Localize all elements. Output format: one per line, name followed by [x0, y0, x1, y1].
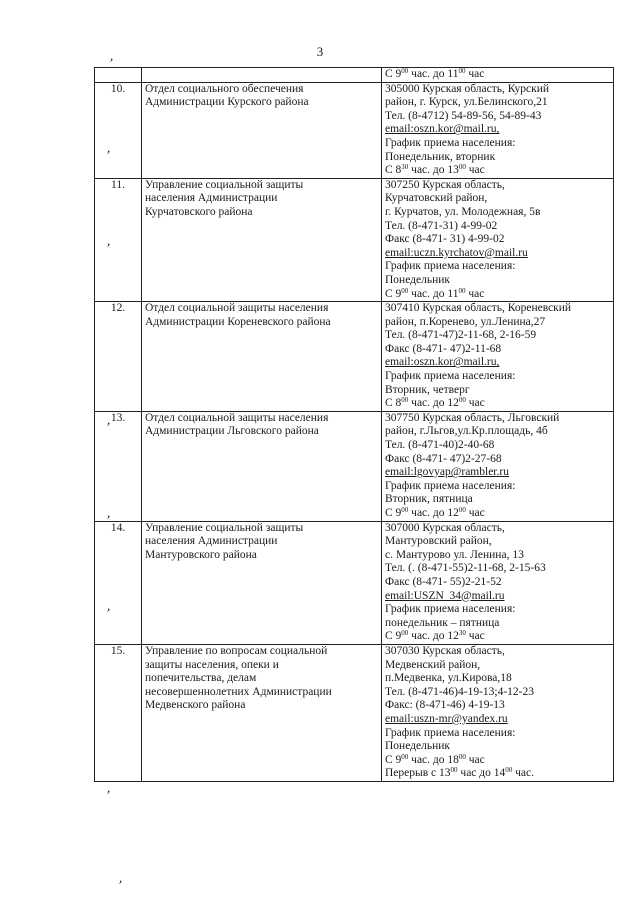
office-name-cell [142, 178, 382, 301]
office-name-line: Отдел социального обеспечения [145, 82, 304, 95]
row-number: 14. [95, 521, 142, 644]
reception-hours-to-sup: 00 [458, 163, 466, 172]
fax-line: Факс (8-471- 47)2-27-68 [385, 452, 502, 465]
reception-hours-from-sup: 00 [401, 396, 409, 405]
fax-line: Факс (8-471- 31) 4-99-02 [385, 233, 505, 246]
address-line: 307030 Курская область, [385, 644, 505, 657]
continuation-num-cell [95, 68, 142, 83]
office-contact-cell [382, 521, 614, 644]
schedule-label: График приема населения: [385, 726, 516, 739]
office-name-line: населения Администрации [145, 535, 278, 548]
reception-hours-from: 9 [395, 507, 402, 519]
scan-mark: , [109, 47, 117, 64]
reception-hours-to: 12 [447, 630, 459, 643]
address-line: район, г. Курск, ул.Белинского,21 [385, 96, 548, 109]
table-row [95, 178, 614, 301]
page-number: 3 [316, 44, 324, 59]
address-line: район, г.Льгов,ул.Кр.площадь, 4б [385, 425, 548, 438]
break-hours-to-sup: 00 [505, 766, 513, 775]
address-line: п.Медвенка, ул.Кирова,18 [385, 672, 512, 685]
email-link: email:uszn-mr@yandex.ru [385, 712, 508, 725]
office-contact-cell [382, 411, 614, 521]
table-row [95, 644, 614, 781]
scan-mark: , [106, 779, 114, 796]
fax-line: Факс: (8-471-46) 4-19-13 [385, 699, 505, 712]
reception-hours-from-sup: 00 [401, 629, 409, 638]
break-hours-from-sup: 00 [450, 766, 458, 775]
continuation-row [95, 68, 614, 83]
address-line: 307000 Курская область, [385, 521, 505, 534]
reception-hours: С $9^{00}$ час. до $12^{30}$ час [385, 629, 485, 643]
office-name-line: несовершеннолетних Администрации [145, 685, 332, 698]
reception-hours-from-sup: 00 [401, 286, 409, 295]
reception-days: понедельник – пятница [385, 616, 500, 629]
reception-hours: С $9^{00}$ час. до $12^{00}$ час [385, 506, 485, 519]
reception-hours-to-sup: 00 [458, 396, 466, 405]
fax-line: Факс (8-471- 47)2-11-68 [385, 342, 502, 355]
scan-mark: , [106, 411, 114, 428]
row-number: 12. [95, 302, 142, 412]
address-line: с. Мантурово ул. Ленина, 13 [385, 548, 524, 561]
office-contact-cell [382, 178, 614, 301]
scan-mark: , [106, 504, 114, 521]
reception-days: Понедельник, вторник [385, 150, 496, 163]
phone-line: Тел. (8-471-40)2-40-68 [385, 439, 495, 452]
address-line: г. Курчатов, ул. Молодежная, 5в [385, 205, 541, 218]
offices-table-body [95, 68, 614, 782]
break-hours-to: 14 [493, 767, 506, 780]
phone-line: Тел. (8-471-47)2-11-68, 2-16-59 [385, 329, 537, 342]
email-link: email:oszn.kor@mail.ru, [385, 356, 500, 369]
reception-hours-from-sup: 00 [401, 752, 409, 761]
reception-hours-to: 12 [447, 397, 459, 410]
table-row [95, 521, 614, 644]
continuation-hours: С $9^{00}$ час. до $11^{00}$ час [385, 67, 485, 80]
office-contact-cell [382, 302, 614, 412]
office-name-cell [142, 82, 382, 178]
reception-hours-to-sup: 00 [458, 752, 466, 761]
office-contact-cell [382, 644, 614, 781]
scan-mark: , [106, 232, 114, 249]
continuation-name-cell [142, 68, 382, 83]
reception-days: Понедельник [385, 740, 450, 753]
email-link: email:oszn.kor@mail.ru, [385, 123, 500, 136]
fax-line: Факс (8-471- 55)2-21-52 [385, 575, 502, 588]
schedule-label: График приема населения: [385, 603, 516, 616]
address-line: Курчатовский район, [385, 192, 488, 205]
phone-line: Тел. (. (8-471-55)2-11-68, 2-15-63 [385, 562, 546, 575]
scan-mark: , [118, 869, 126, 886]
reception-hours-to-sup: 00 [458, 506, 466, 514]
office-name-cell [142, 644, 382, 781]
reception-hours-to: 13 [447, 164, 459, 177]
office-name-line: населения Администрации [145, 192, 278, 205]
schedule-label: График приема населения: [385, 370, 516, 383]
schedule-label: График приема населения: [385, 260, 516, 273]
office-name-cell [142, 411, 382, 521]
email-link: email:USZN_34@mail.ru [385, 589, 505, 602]
offices-table [94, 67, 614, 782]
reception-hours: С $8^{00}$ час. до $12^{00}$ час [385, 396, 485, 410]
scan-mark: , [106, 597, 114, 614]
table-row [95, 302, 614, 412]
schedule-label: График приема населения: [385, 479, 516, 492]
schedule-label: График приема населения: [385, 136, 516, 149]
reception-hours: С $9^{00}$ час. до $18^{00}$ час [385, 752, 485, 766]
reception-days: Вторник, четверг [385, 383, 470, 396]
reception-hours-from: 8 [395, 397, 402, 410]
reception-hours-from-sup: 00 [401, 506, 409, 514]
office-name-line: Управление социальной защиты [145, 521, 304, 534]
reception-hours-from: 8 [395, 164, 402, 177]
office-name-line: Администрации Курского района [145, 96, 309, 109]
reception-hours-from: 9 [395, 287, 402, 300]
office-name-line: защиты населения, опеки и [145, 658, 279, 671]
reception-hours: С $8^{30}$ час. до $13^{00}$ час [385, 163, 485, 177]
reception-hours-from-sup: 30 [401, 163, 409, 172]
reception-days: Понедельник [385, 273, 450, 286]
reception-hours-from: 9 [395, 630, 402, 643]
reception-hours-to-sup: 00 [458, 286, 466, 295]
office-name-line: Отдел социальной защиты населения [145, 302, 329, 315]
reception-days: Вторник, пятница [385, 493, 473, 506]
phone-line: Тел. (8-471-46)4-19-13;4-12-23 [385, 685, 535, 698]
address-line: 307750 Курская область, Льговский [385, 411, 560, 424]
address-line: Медвенский район, [385, 658, 481, 671]
office-name-line: Курчатовского района [145, 205, 253, 218]
email-link: email:uczn.kyrchatov@mail.ru [385, 246, 528, 259]
office-name-line: Управление по вопросам социальной [145, 644, 328, 657]
office-name-line: Управление социальной защиты [145, 178, 304, 191]
row-number: 15. [95, 644, 142, 781]
address-line: 307250 Курская область, [385, 178, 505, 191]
row-number: 10. [95, 82, 142, 178]
reception-hours: С $9^{00}$ час. до $11^{00}$ час [385, 286, 485, 300]
office-name-line: попечительства, делам [145, 672, 257, 685]
table-row [95, 82, 614, 178]
reception-hours-to: 11 [447, 287, 459, 300]
row-number: 13. [95, 411, 142, 521]
reception-hours-to: 12 [447, 507, 459, 519]
address-line: 305000 Курская область, Курский [385, 82, 550, 95]
row-number: 11. [95, 178, 142, 301]
email-link: email:lgovyap@rambler.ru [385, 466, 509, 479]
scan-mark: , [106, 139, 114, 156]
break-hours: Перерыв с $13^{00}$ час до $14^{00}$ час. [385, 766, 534, 780]
address-line: район, п.Коренево, ул.Ленина,27 [385, 315, 546, 328]
office-name-cell [142, 302, 382, 412]
office-contact-cell [382, 82, 614, 178]
address-line: 307410 Курская область, Кореневский [385, 302, 572, 315]
table-row [95, 411, 614, 521]
reception-hours-from: 9 [395, 753, 402, 766]
office-name-line: Отдел социальной защиты населения [145, 411, 329, 424]
reception-hours-to: 18 [447, 753, 459, 766]
phone-line: Тел. (8-4712) 54-89-56, 54-89-43 [385, 109, 542, 122]
office-name-line: Администрации Льговского района [145, 425, 319, 438]
office-name-line: Мантуровского района [145, 548, 257, 561]
address-line: Мантуровский район, [385, 535, 492, 548]
office-name-line: Медвенского района [145, 699, 246, 712]
phone-line: Тел. (8-471-31) 4-99-02 [385, 219, 498, 232]
office-name-line: Администрации Кореневского района [145, 315, 331, 328]
continuation-info-cell [382, 68, 614, 83]
reception-hours-to-sup: 30 [458, 629, 466, 638]
break-hours-from: 13 [439, 767, 451, 780]
office-name-cell [142, 521, 382, 644]
